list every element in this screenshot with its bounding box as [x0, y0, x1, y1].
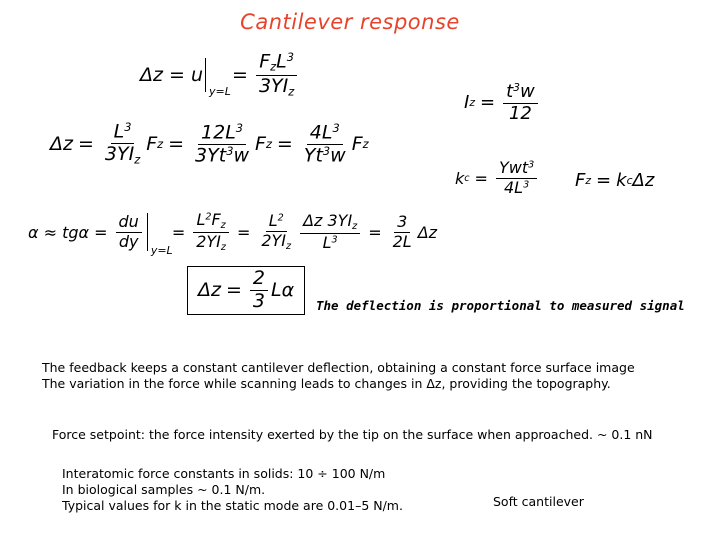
inertia-equation: I z = $\frac{t^3w}{12}$	[464, 82, 541, 124]
constants-line: In biological samples ~ 0.1 N/m.	[62, 482, 266, 497]
setpoint-text: Force setpoint: the force intensity exerted by the tip on the surface when approached. ~ 0.1 nN	[52, 427, 653, 442]
force-constants-text	[62, 466, 462, 514]
constants-line: Typical values for k in the static mode are 0.01–5 N/m.	[62, 498, 403, 513]
boxed-deflection-equation: Δz = $\frac{2}{3}$ Lα	[187, 266, 305, 315]
eq1-condition: y=L	[209, 85, 231, 98]
eval-bar	[205, 58, 231, 98]
deflection-expanded-equation: Δz = $\frac{L^3}{3YI_z}$ F z = $\frac{12L^3}{3Yt^3w}$ F z = $\frac{4L^3}{Yt^3w}$ F z	[50, 120, 369, 167]
soft-cantilever-label: Soft cantilever	[493, 494, 584, 509]
angle-equation: α ≈ tgα = $\frac{du}{dy}$ y=L = $\frac{L^2F_z}{2YI_z}$ = $\frac{L^2}{2YI_z}$ $\frac{\Delta z 3YI_z}{L^3}$ = $\frac{3}{2L}$ Δz	[28, 210, 438, 258]
hooke-law-equation: F z = k c Δz	[575, 170, 655, 191]
constants-line: Interatomic force constants in solids: 10 ÷ 100 N/m	[62, 466, 386, 481]
feedback-text	[42, 360, 702, 392]
feedback-line: The variation in the force while scanning leads to changes in Δz, providing the topography.	[42, 376, 611, 391]
eq1-fraction: $\frac{F_zL^3}{3YI_z}$	[256, 52, 297, 98]
page-title: Cantilever response	[240, 10, 460, 34]
spring-constant-equation: k c = $\frac{Ywt^3}{4L^3}$	[455, 160, 540, 197]
deflection-equation: Δz = u y=L = $\frac{F_zL^3}{3YI_z}$	[140, 52, 300, 98]
feedback-line: The feedback keeps a constant cantilever deflection, obtaining a constant force surface image	[42, 360, 635, 375]
deflection-note: The deflection is proportional to measured signal	[316, 298, 685, 313]
eq1-lhs: Δz = u	[140, 64, 204, 86]
